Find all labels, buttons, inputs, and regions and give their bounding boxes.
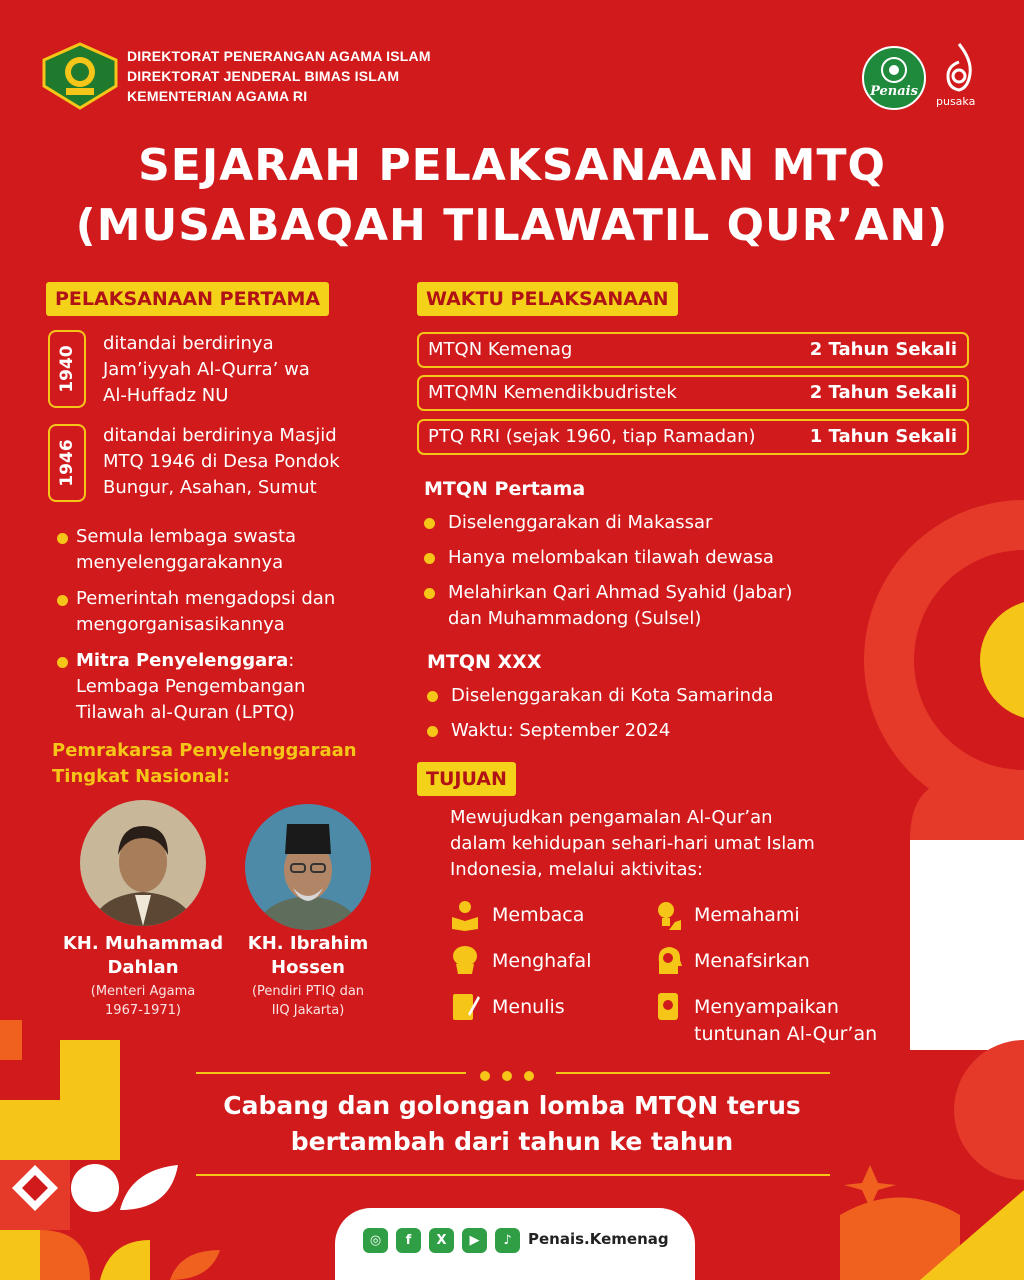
lightbulb-icon	[653, 898, 683, 930]
mtqn-xxx-heading: MTQN XXX	[427, 651, 542, 673]
youtube-icon[interactable]: ▶	[462, 1228, 487, 1253]
social-handle[interactable]: Penais.Kemenag	[528, 1230, 669, 1248]
tujuan-description	[450, 805, 815, 883]
list-item-line: Tilawah al-Quran (LPTQ)	[76, 702, 295, 723]
list-item-lembaga-swasta	[76, 524, 296, 576]
activity-label-menulis: Menulis	[492, 996, 565, 1018]
year-description-line: ditandai berdirinya Masjid	[103, 425, 337, 446]
activity-label-menafsirkan: Menafsirkan	[694, 950, 810, 972]
schedule-row-label: PTQ RRI (sejak 1960, tiap Ramadan)	[428, 426, 756, 447]
org-line-2: DIREKTORAT JENDERAL BIMAS ISLAM	[127, 68, 400, 84]
schedule-row-frequency: 1 Tahun Sekali	[809, 426, 957, 447]
org-line-1: DIREKTORAT PENERANGAN AGAMA ISLAM	[127, 48, 431, 64]
x-icon[interactable]: X	[429, 1228, 454, 1253]
writing-icon	[450, 990, 480, 1022]
year-label: 1940	[57, 345, 77, 393]
divider-bottom	[196, 1174, 830, 1176]
person-note-line: (Pendiri PTIQ dan	[251, 984, 365, 999]
page-title-line-2: (MUSABAQAH TILAWATIL QUR’AN)	[75, 200, 949, 251]
section-heading-tujuan: TUJUAN	[417, 762, 516, 796]
person-note-muhammad-dahlan	[48, 982, 238, 1020]
schedule-row-mtqn-kemenag	[417, 332, 969, 368]
avatar-muhammad-dahlan	[80, 800, 206, 926]
mtqn-pertama-item	[448, 580, 792, 632]
divider-right	[556, 1072, 830, 1074]
person-name-line: Hossen	[271, 957, 345, 978]
list-item-mitra	[76, 648, 305, 726]
year-description-1940	[103, 331, 310, 409]
bullet-dot	[57, 595, 68, 606]
person-name-line: KH. Ibrahim	[247, 933, 369, 954]
year-badge-1946	[48, 424, 86, 502]
schedule-row-ptq-rri	[417, 419, 969, 455]
person-note-line: IIQ Jakarta)	[271, 1003, 345, 1018]
mtqn-pertama-item-line: Melahirkan Qari Ahmad Syahid (Jabar)	[448, 582, 793, 603]
activity-label-membaca: Membaca	[492, 904, 585, 926]
section-heading-waktu: WAKTU PELAKSANAAN	[417, 282, 678, 316]
head-gear-icon	[653, 944, 683, 976]
person-name-line: KH. Muhammad	[62, 933, 224, 954]
person-name-muhammad-dahlan	[48, 932, 238, 980]
bullet-dot	[424, 588, 435, 599]
year-description-line: Al-Huffadz NU	[103, 385, 229, 406]
divider-dots	[474, 1066, 540, 1085]
quran-book-icon	[653, 990, 683, 1022]
avatar-ibrahim-hossen	[245, 804, 371, 930]
activity-label-menghafal: Menghafal	[492, 950, 592, 972]
list-item-line: menyelenggarakannya	[76, 552, 284, 573]
schedule-row-label: MTQMN Kemendikbudristek	[428, 382, 677, 403]
penais-logo	[862, 46, 926, 110]
schedule-row-frequency: 2 Tahun Sekali	[809, 382, 957, 403]
facebook-icon[interactable]: f	[396, 1228, 421, 1253]
schedule-row-label: MTQN Kemenag	[428, 339, 573, 360]
tiktok-icon[interactable]: ♪	[495, 1228, 520, 1253]
mtqn-pertama-heading: MTQN Pertama	[424, 478, 586, 500]
person-note-ibrahim-hossen	[213, 982, 403, 1020]
bullet-dot	[424, 553, 435, 564]
bullet-dot	[424, 518, 435, 529]
mtqn-pertama-item: Diselenggarakan di Makassar	[448, 512, 713, 533]
year-description-line: Jam’iyyah Al-Qurra’ wa	[103, 359, 310, 380]
list-item-line: Pemerintah mengadopsi dan	[76, 588, 336, 609]
divider-left	[196, 1072, 466, 1074]
year-description-1946	[103, 423, 340, 501]
list-item-pemerintah	[76, 586, 335, 638]
schedule-row-mtqmn	[417, 375, 969, 411]
brain-icon	[450, 944, 480, 976]
list-item-line: mengorganisasikannya	[76, 614, 285, 635]
pusaka-logo-icon	[944, 42, 974, 94]
schedule-row-frequency: 2 Tahun Sekali	[809, 339, 957, 360]
reading-icon	[450, 899, 480, 931]
person-name-ibrahim-hossen	[213, 932, 403, 980]
tujuan-line: Indonesia, melalui aktivitas:	[450, 859, 703, 880]
list-item-line: Semula lembaga swasta	[76, 526, 297, 547]
pemrakarsa-heading	[52, 738, 357, 790]
social-bar	[335, 1208, 695, 1280]
pemrakarsa-line: Tingkat Nasional:	[52, 766, 230, 787]
closing-line-2: bertambah dari tahun ke tahun	[290, 1127, 734, 1156]
list-item-line: Lembaga Pengembangan	[76, 676, 306, 697]
bullet-dot	[57, 533, 68, 544]
instagram-icon[interactable]: ◎	[363, 1228, 388, 1253]
year-description-line: Bungur, Asahan, Sumut	[103, 477, 317, 498]
activity-label-menyampaikan	[694, 994, 877, 1048]
section-heading-pelaksanaan: PELAKSANAAN PERTAMA	[46, 282, 329, 316]
tujuan-line: Mewujudkan pengamalan Al-Qur’an	[450, 807, 773, 828]
org-line-3: KEMENTERIAN AGAMA RI	[127, 88, 308, 104]
year-label: 1946	[57, 439, 77, 487]
bullet-dot	[427, 691, 438, 702]
year-description-line: ditandai berdirinya	[103, 333, 274, 354]
tujuan-line: dalam kehidupan sehari-hari umat Islam	[450, 833, 815, 854]
mtqn-pertama-item-line: dan Muhammadong (Sulsel)	[448, 608, 702, 629]
mitra-label: Mitra Penyelenggara	[76, 650, 289, 671]
mitra-colon: :	[288, 650, 295, 671]
person-note-line: (Menteri Agama	[90, 984, 196, 999]
kemenag-logo	[42, 42, 118, 110]
mtqn-xxx-item: Diselenggarakan di Kota Samarinda	[451, 685, 774, 706]
year-description-line: MTQ 1946 di Desa Pondok	[103, 451, 340, 472]
mtqn-pertama-item: Hanya melombakan tilawah dewasa	[448, 547, 774, 568]
pemrakarsa-line: Pemrakarsa Penyelenggaraan	[52, 740, 357, 761]
penais-logo-text: Penais	[870, 84, 918, 99]
bullet-dot	[57, 657, 68, 668]
closing-line-1: Cabang dan golongan lomba MTQN terus	[223, 1091, 801, 1120]
organization-lines	[127, 46, 431, 106]
activity-label-line: Menyampaikan	[694, 996, 839, 1018]
person-name-line: Dahlan	[107, 957, 179, 978]
activity-label-line: tuntunan Al-Qur’an	[694, 1023, 878, 1045]
pusaka-label: pusaka	[936, 95, 976, 108]
mtqn-xxx-item: Waktu: September 2024	[451, 720, 671, 741]
activity-label-memahami: Memahami	[694, 904, 800, 926]
person-note-line: 1967-1971)	[105, 1003, 181, 1018]
year-badge-1940	[48, 330, 86, 408]
page-title-line-1: SEJARAH PELAKSANAAN MTQ	[138, 140, 886, 191]
bullet-dot	[427, 726, 438, 737]
